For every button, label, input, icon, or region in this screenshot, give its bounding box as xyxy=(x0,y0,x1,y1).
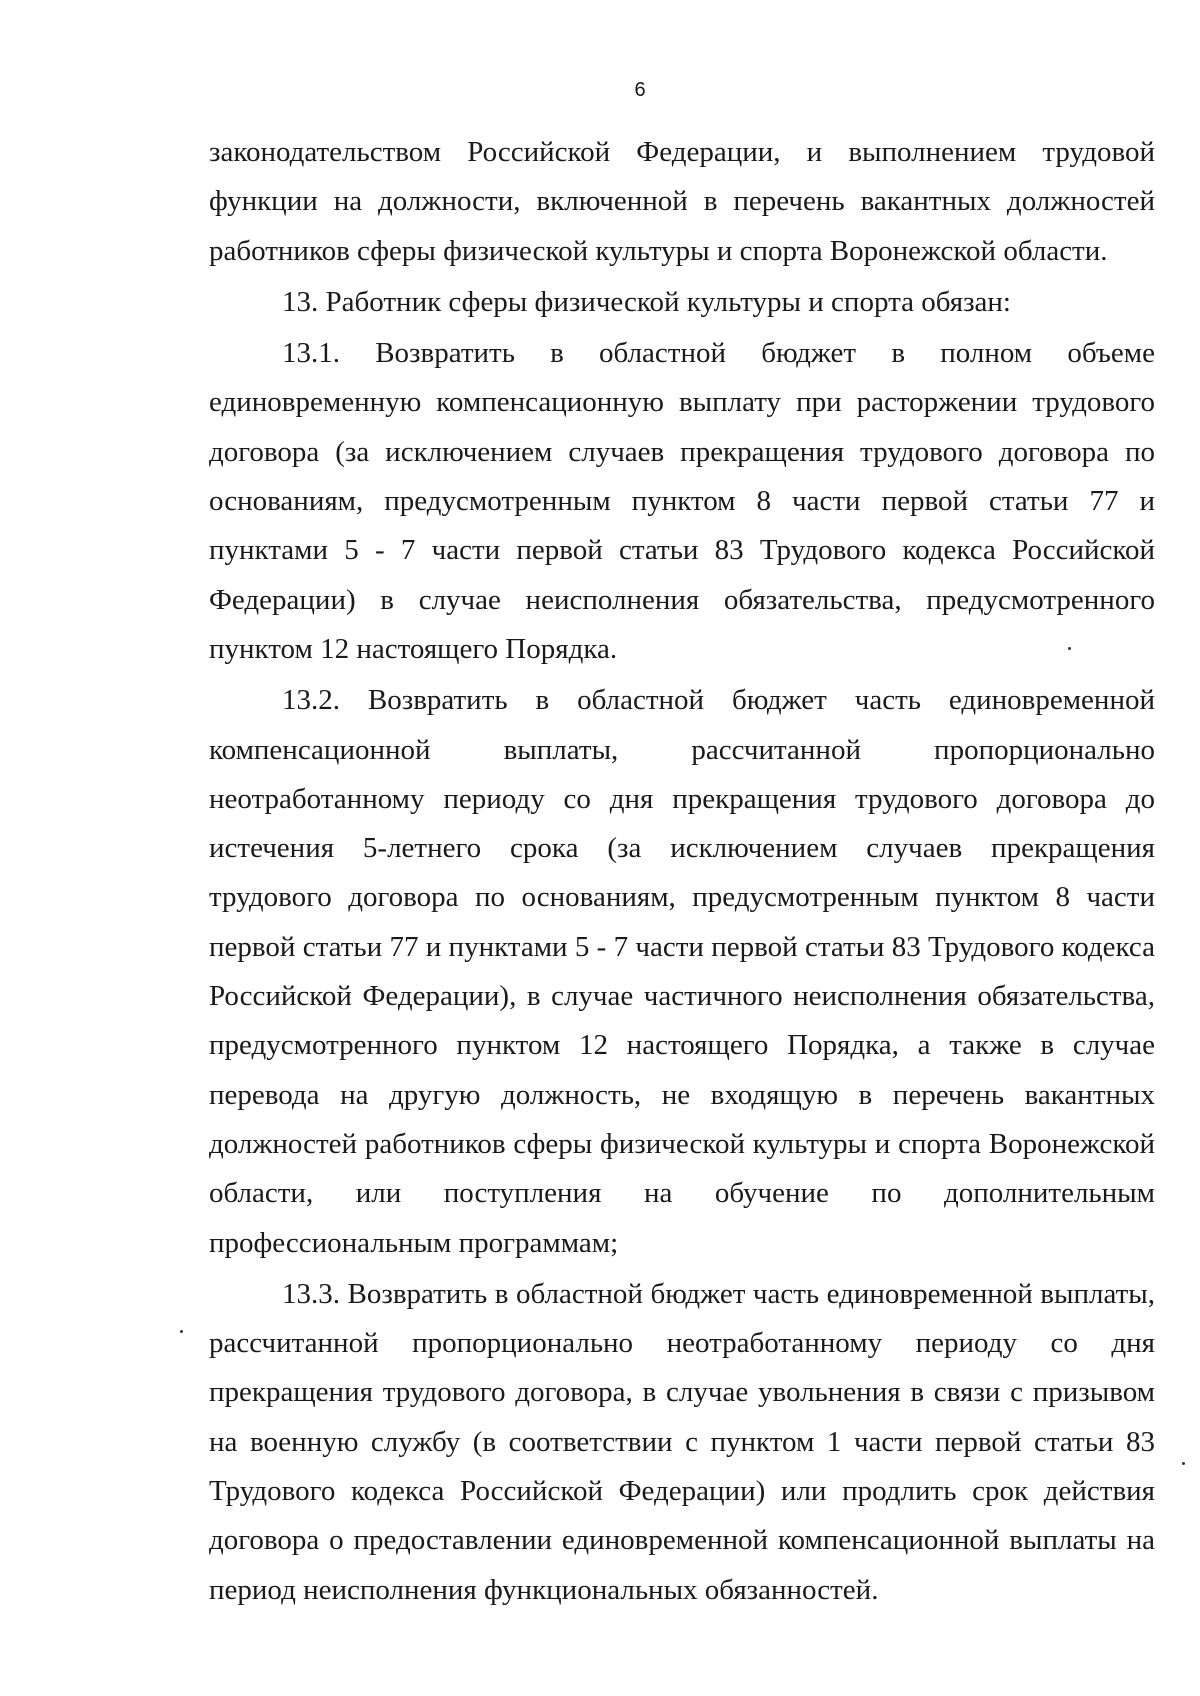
paragraph-item-13-3: 13.3. Возвратить в областной бюджет часть единовременной выплаты, рассчитанной пропорционально неотработанному периоду со дня прекращения трудового договора, в случае увольнения в связи с призывом на военную службу (в соответствии с пунктом 1 части первой статьи 83 Трудового кодекса Российской Федерации) или продлить срок действия договора о предоставлении единовременной компенсационной выплаты на период неисполнения функциональных обязанностей. xyxy=(209,1277,1155,1606)
paragraph-item-13-1: 13.1. Возвратить в областной бюджет в полном объеме единовременную компенсационную выплату при расторжении трудового договора (за исключением случаев прекращения трудового договора по основаниям, предусмотренным пунктом 8 части первой статьи 77 и пунктами 5 - 7 части первой статьи 83 Трудового кодекса Российской Федерации) в случае неисполнения обязательства, предусмотренного пунктом 12 настоящего Порядка. xyxy=(209,337,1155,665)
paragraph-item-13: 13. Работник сферы физической культуры и спорта обязан: xyxy=(282,285,1011,318)
scan-speck xyxy=(180,1330,183,1333)
scan-speck xyxy=(1182,1462,1185,1465)
paragraph-item-13-2: 13.2. Возвратить в областной бюджет часть единовременной компенсационной выплаты, рассчитанной пропорционально неотработанному периоду со дня прекращения трудового договора до истечения 5-летнего срока (за исключением случаев прекращения трудового договора по основаниям, предусмотренным пунктом 8 части первой статьи 77 и пунктами 5 - 7 части первой статьи 83 Трудового кодекса Российской Федерации), в случае частичного неисполнения обязательства, предусмотренного пунктом 12 настоящего Порядка, а также в случае перевода на другую должность, не входящую в перечень вакантных должностей работников сферы физической культуры и спорта Воронежской области, или поступления на обучение по дополнительным профессиональным программам; xyxy=(209,684,1155,1259)
document-body xyxy=(209,128,1155,1615)
page-number: 6 xyxy=(634,79,646,101)
paragraph-continuation: законодательством Российской Федерации, и выполнением трудовой функции на должности, включенной в перечень вакантных должностей работников сферы физической культуры и спорта Воронежской области. xyxy=(209,136,1155,267)
scan-speck xyxy=(1068,647,1071,650)
